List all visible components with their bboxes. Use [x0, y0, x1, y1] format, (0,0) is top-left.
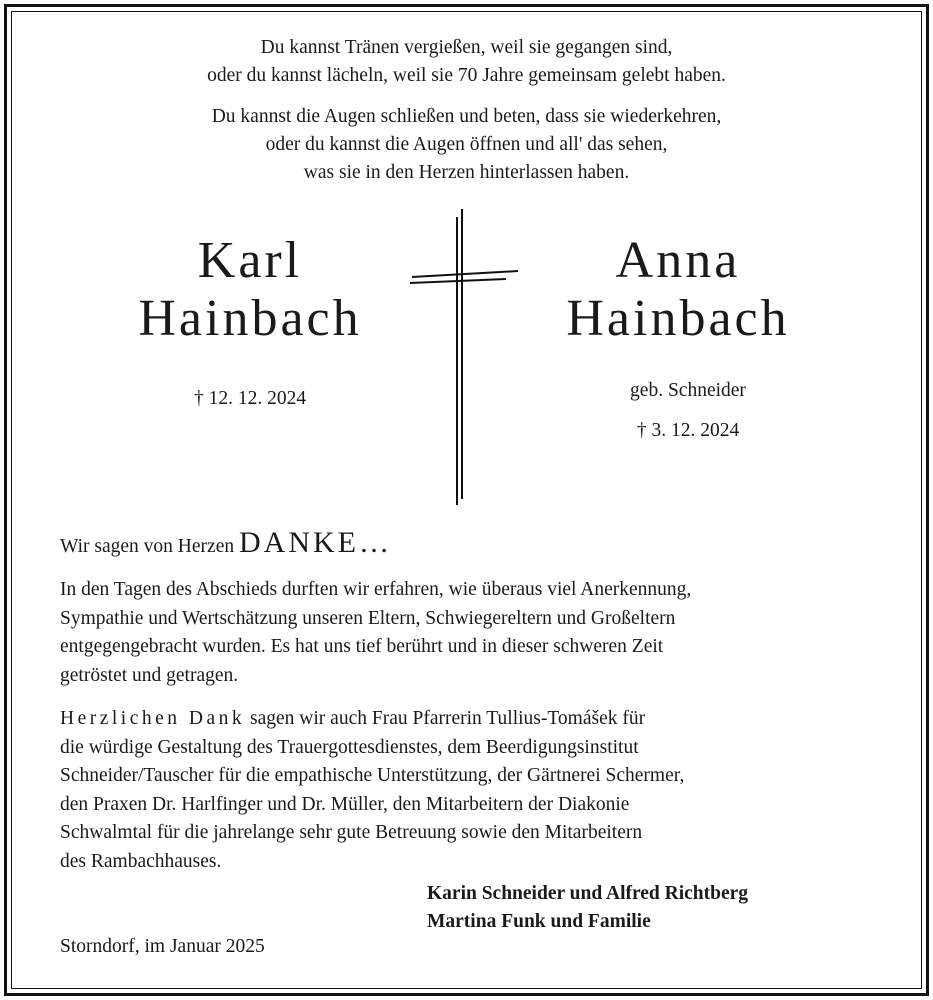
paragraph-line: Sympathie und Wertschätzung unseren Eltern, Schwiegereltern und Großeltern: [60, 607, 676, 629]
paragraph-line-rest: sagen wir auch Frau Pfarrerin Tullius-Tomášek für: [245, 708, 646, 729]
paragraph-line: entgegengebracht wurden. Es hat uns tief berührt und in dieser schweren Zeit: [60, 636, 664, 657]
last-name-anna: Hainbach: [566, 290, 790, 347]
poem-stanza-1: [0, 34, 933, 90]
death-date-karl: † 12. 12. 2024: [193, 388, 307, 409]
paragraph-line: die würdige Gestaltung des Trauergottesdienstes, dem Beerdigungsinstitut: [60, 736, 639, 758]
signer-line: Martina Funk und Familie: [427, 911, 651, 932]
paragraph-line: Schwalmtal für die jahrelange sehr gute Betreuung sowie den Mitarbeitern: [60, 822, 643, 843]
paragraph-line: Schneider/Tauscher für die empathische Unterstützung, der Gärtnerei Schermer,: [60, 765, 685, 786]
thanks-heading: [60, 526, 392, 560]
paragraph-line: des Rambachhauses.: [60, 850, 222, 872]
first-name-anna: Anna: [615, 232, 741, 289]
poem-line: Du kannst Tränen vergießen, weil sie gegangen sind,: [260, 37, 673, 58]
poem-line: oder du kannst lächeln, weil sie 70 Jahre gemeinsam gelebt haben.: [207, 65, 726, 86]
name-karl: [60, 232, 440, 348]
place-date: Storndorf, im Januar 2025: [60, 936, 265, 957]
poem-line: was sie in den Herzen hinterlassen haben.: [303, 162, 630, 183]
first-name-karl: Karl: [197, 232, 303, 289]
poem-stanza-2: [0, 103, 933, 187]
paragraph-line: In den Tagen des Abschieds durften wir erfahren, wie überaus viel Anerkennung,: [60, 579, 692, 600]
paragraph-line: getröstet und getragen.: [60, 664, 239, 686]
poem-line: Du kannst die Augen schließen und beten, dass sie wiederkehren,: [211, 106, 722, 127]
name-anna: [488, 232, 868, 348]
death-date-anna: † 3. 12. 2024: [636, 420, 740, 441]
paragraph-line: den Praxen Dr. Harlfinger und Dr. Müller, den Mitarbeitern der Diakonie: [60, 793, 630, 815]
poem-line: oder du kannst die Augen öffnen und all' das sehen,: [265, 134, 668, 155]
thanks-intro: Wir sagen von Herzen: [60, 536, 235, 557]
signer-line: Karin Schneider und Alfred Richtberg: [427, 883, 749, 904]
signers: [427, 880, 748, 936]
thanks-paragraph-1: [60, 576, 900, 690]
herzlichen-dank: Herzlichen Dank: [60, 708, 246, 729]
thanks-word: DANKE…: [238, 526, 392, 559]
thanks-paragraph-2: [60, 705, 900, 876]
maiden-name-anna: geb. Schneider: [630, 380, 746, 401]
last-name-karl: Hainbach: [138, 290, 362, 347]
paragraph-line: [60, 705, 900, 734]
